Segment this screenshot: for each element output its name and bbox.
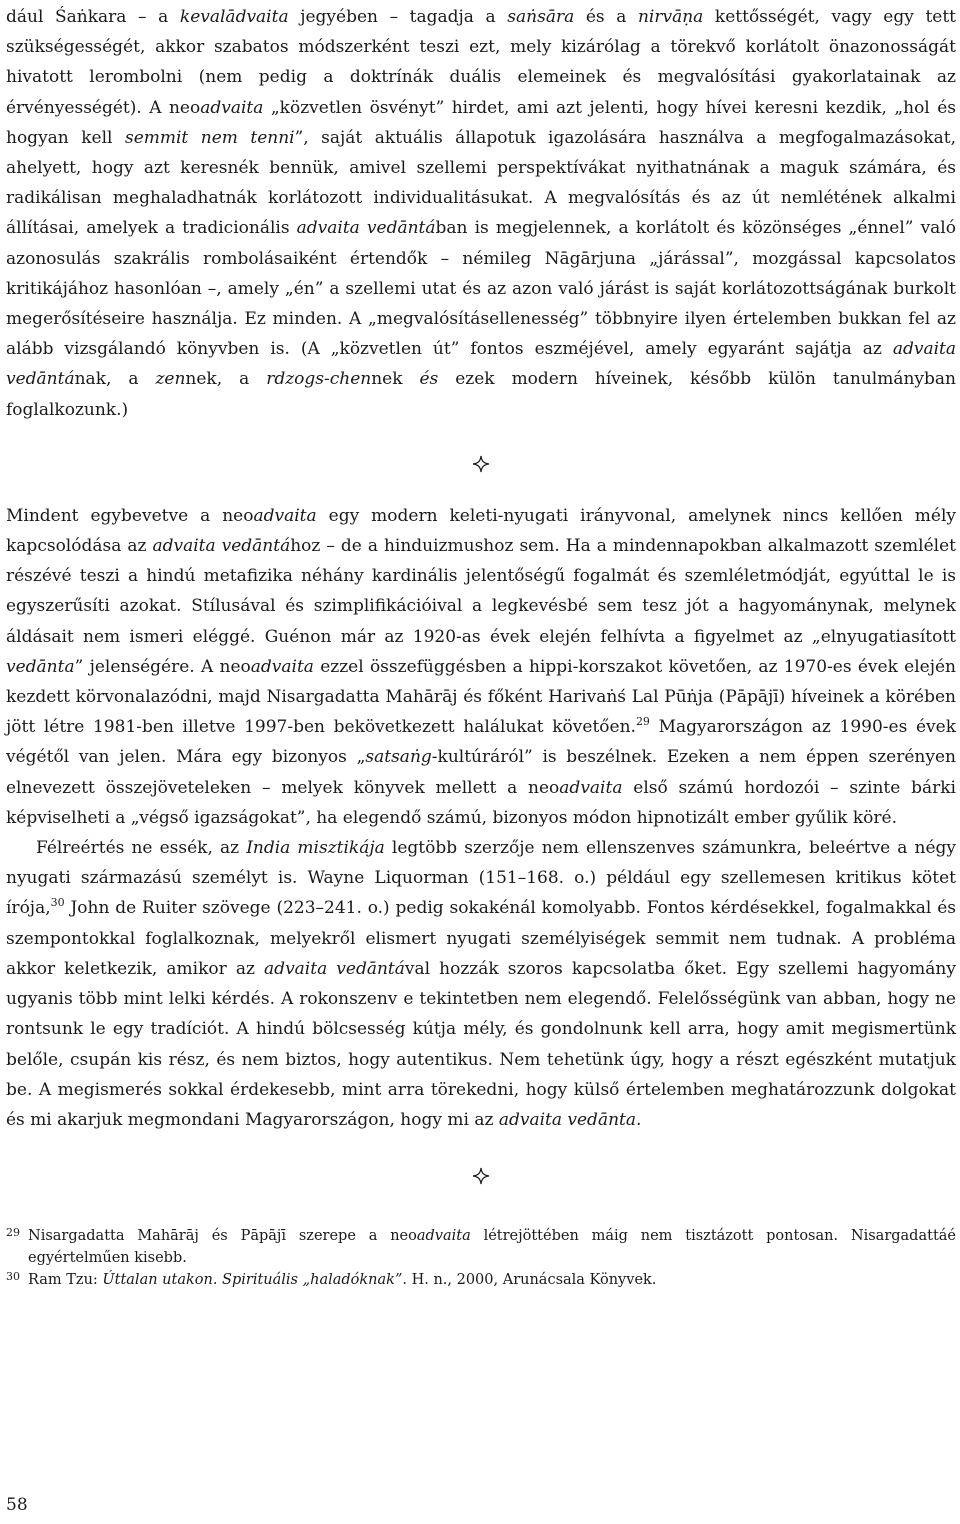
footnotes bbox=[6, 1225, 956, 1291]
footnote-ref: 29 bbox=[635, 715, 650, 729]
four-point-star-icon bbox=[472, 1167, 490, 1185]
footnote-30 bbox=[6, 1269, 956, 1291]
four-point-star-icon bbox=[472, 455, 490, 473]
body-paragraph-3: Félreértés ne essék, az India misztikája legtöbb szerzője nem ellenszenves számunkra, beleértve a négy nyugati származású személyt is. Wayne Liquorman (151–168. o.) például egy szellemesen kritikus kötet írója,$^{30}$ John de Ruiter szövege (223–241. o.) pedig sokakénál komolyabb. Fontos kérdésekkel, fogalmakkal és szempontokkal foglalkoznak, melyekről elismert nyugati személyiségek semmit nem tudnak. A probléma akkor keletkezik, amikor az advaita vedāntával hozzák szoros kapcsolatba őket. Egy szellemi hagyomány ugyanis több mint lelki kérdés. A rokonszenv e tekintetben nem elegendő. Felelősségünk van abban, hogy ne rontsunk le egy tradíciót. A hindú bölcsesség kútja mély, és gondolnunk kell arra, hogy amit megismertünk belőle, csupán kis rész, és nem biztos, hogy autentikus. Nem tehetünk úgy, hogy a részt egészként mutatjuk be. A megismerés sokkal érdekesebb, mint arra törekedni, hogy külső értelemben meghatározzunk dolgokat és mi akarjuk megmondani Magyarországon, hogy mi az advaita vedānta. bbox=[6, 838, 956, 1130]
page-number: 58 bbox=[6, 1495, 28, 1515]
footnote-ref: 30 bbox=[50, 896, 65, 910]
body-paragraph-1: dául Śaṅkara – a kevalādvaita jegyében – tagadja a saṅsāra és a nirvāṇa kettősségét, vagy egy tett szükségességét, akkor szabatos módszerként teszi ezt, mely kizárólag a törekvő korlátolt önazonosságát hivatott lerombolni (nem pedig a doktrínák duális elemeinek és megvalósítási gyakorlatainak az érvényességét). A neoadvaita „közvetlen ösvényt” hirdet, ami azt jelenti, hogy hívei keresni kezdik, „hol és hogyan kell semmit nem tenni”, saját aktuális állapotuk igazolására használva a megfogalmazásokat, ahelyett, hogy azt keresnék bennük, amivel szellemi perspektívákat nyithatnának a maguk számára, és radikálisan meghaladhatnák korlátozott individualitásukat. A megvalósítás és az út nemlétének alkalmi állításai, amelyek a tradicionális advaita vedāntában is megjelennek, a korlátolt és közönséges „énnel” való azonosulás szakrális rombolásaiként értendők – némileg Nāgārjuna „járással”, mozgással kapcsolatos kritikájához hasonlóan –, amely „én” a szellemi utat és az azon való járást is saját korlátozottságának burkolt megerősítéseire használja. Ez minden. A „megvalósításellenesség” többnyire ilyen értelemben bukkan fel az alább vizsgálandó könyvben is. (A „közvetlen út” fontos eszméjével, amely egyaránt sajátja az advaita vedāntának, a zennek, a rdzogs-chennek és ezek modern híveinek, később külön tanulmányban foglalkozunk.) bbox=[6, 7, 956, 420]
section-separator bbox=[6, 431, 956, 497]
footnote-text: Ram Tzu: Úttalan utakon. Spirituális „haladóknak”. H. n., 2000, Arunácsala Könyvek. bbox=[28, 1272, 657, 1289]
section-separator-2 bbox=[6, 1143, 956, 1209]
body-paragraph-2: Mindent egybevetve a neoadvaita egy modern keleti-nyugati irányvonal, amelynek nincs kellően mély kapcsolódása az advaita vedāntához – de a hinduizmushoz sem. Ha a mindennapokban alkalmazott szemlélet részévé teszi a hindú metafizika néhány kardinális jelentőségű fogalmát és szemléletmódját, egyúttal le is egyszerűsíti azokat. Stílusával és szimplifikációival a legkevésbé sem tesz jót a hagyománynak, melynek áldásait nem ismeri eléggé. Guénon már az 1920-as évek elején felhívta a figyelmet az „elnyugatiasított vedānta” jelenségére. A neoadvaita ezzel összefüggésben a hippi-korszakot követően, az 1970-es évek elején kezdett körvonalazódni, majd Nisargadatta Mahārāj és főként Harivaṅś Lal Pūṅja (Pāpājī) híveinek a körében jött létre 1981-ben illetve 1997-ben bekövetkezett halálukat követően.$^{29}$ Magyarországon az 1990-es évek végétől van jelen. Mára egy bizonyos „satsaṅg-kultúráról” is beszélnek. Ezeken a nem éppen szerényen elnevezett összejöveteleken – melyek könyvek mellett a neoadvaita első számú hordozói – szinte bárki képviselheti a „végső igazságokat”, ha elegendő számú, bizonyos módon hipnotizált ember gyűlik köré. bbox=[6, 505, 956, 828]
footnote-29 bbox=[6, 1225, 956, 1269]
footnote-number: 29 bbox=[6, 1226, 20, 1240]
footnote-text: Nisargadatta Mahārāj és Pāpājī szerepe a neoadvaita létrejöttében máig nem tisztázott pontosan. Nisargadattáé egyértelműen kisebb. bbox=[28, 1228, 956, 1267]
footnote-number: 30 bbox=[6, 1270, 20, 1284]
